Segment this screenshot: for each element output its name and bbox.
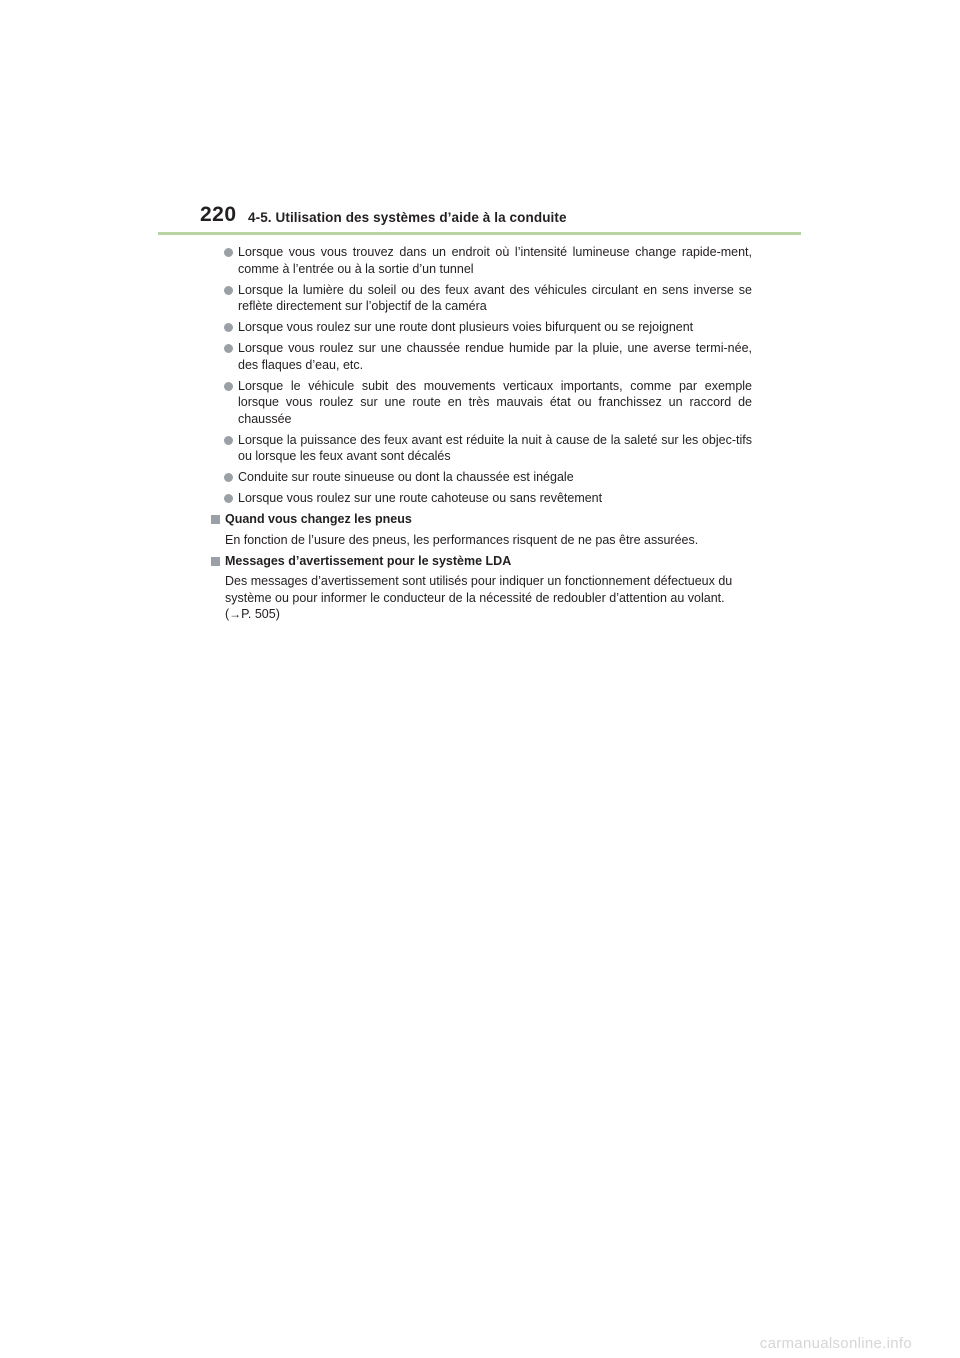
page-number: 220 — [200, 203, 237, 226]
bullet-item — [210, 432, 752, 465]
bullet-item — [210, 282, 752, 315]
square-bullet-icon — [211, 557, 220, 566]
bullet-text: Lorsque vous roulez sur une chaussée rendue humide par la pluie, une averse termi-née, des flaques d’eau, etc. — [238, 341, 752, 372]
bullet-text: Conduite sur route sinueuse ou dont la chaussée est inégale — [238, 470, 574, 484]
bullet-dot-icon — [224, 344, 233, 353]
section-title: 4-5. Utilisation des systèmes d’aide à la conduite — [248, 210, 567, 225]
note-tire-change — [210, 511, 752, 548]
bullet-item — [210, 469, 752, 486]
bullet-text: Lorsque la puissance des feux avant est réduite la nuit à cause de la saleté sur les objec-tifs ou lorsque les feux avant sont décalés — [238, 432, 752, 463]
note-title: Quand vous changez les pneus — [225, 512, 412, 526]
bullet-text: Lorsque vous roulez sur une route cahoteuse ou sans revêtement — [238, 491, 603, 505]
page-reference-link[interactable]: P. 505 — [241, 607, 276, 621]
bullet-dot-icon — [224, 323, 233, 332]
bullet-text: Lorsque le véhicule subit des mouvements verticaux importants, comme par exemple lorsque vous roulez sur une route en très mauvais état ou franchissez un raccord de chaussée — [238, 378, 752, 426]
bullet-dot-icon — [224, 494, 233, 503]
bullet-item — [210, 340, 752, 373]
bullet-item — [210, 378, 752, 428]
bullet-text: Lorsque la lumière du soleil ou des feux avant des véhicules circulant en sens inverse se reflète directement sur l’objectif de la caméra — [238, 282, 752, 313]
arrow-right-icon: → — [229, 607, 242, 621]
footer-watermark: carmanualsonline.info — [759, 1335, 912, 1352]
bullet-dot-icon — [224, 473, 233, 482]
bullet-dot-icon — [224, 286, 233, 295]
header-divider — [158, 232, 801, 235]
bullet-dot-icon — [224, 382, 233, 391]
bullet-text: Lorsque vous vous trouvez dans un endroit où l’intensité lumineuse change rapide-ment, comme à l’entrée ou à la sortie d’un tunnel — [238, 245, 752, 276]
bullet-item — [210, 244, 752, 277]
note-title: Messages d’avertissement pour le système LDA — [225, 553, 512, 568]
page-content — [210, 244, 752, 627]
bullet-item — [210, 490, 752, 507]
note-lda-warnings — [210, 553, 752, 623]
note-body — [225, 573, 752, 623]
bullet-item — [210, 319, 752, 336]
square-bullet-icon — [211, 515, 220, 524]
note-body: En fonction de l’usure des pneus, les performances risquent de ne pas être assurées. — [225, 532, 699, 547]
note-body-text-end: ) — [275, 607, 280, 621]
bullet-dot-icon — [224, 436, 233, 445]
bullet-dot-icon — [224, 248, 233, 257]
note-body-text: Des messages d’avertissement sont utilisés pour indiquer un fonctionnement défectueux du système ou pour informer le conducteur de la nécessité de redoubler d’attention au volant. ( — [225, 574, 733, 621]
page-header — [0, 0, 960, 240]
bullet-text: Lorsque vous roulez sur une route dont plusieurs voies bifurquent ou se rejoignent — [238, 320, 694, 334]
